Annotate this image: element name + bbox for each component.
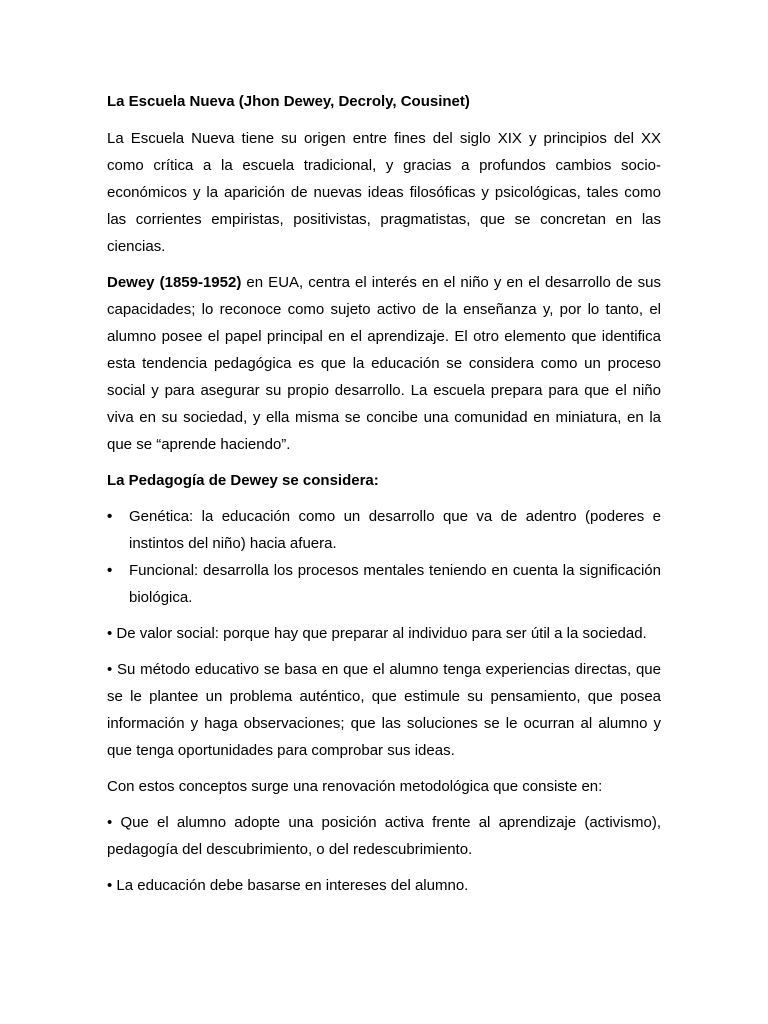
document-body: [107, 88, 661, 908]
document-title: La Escuela Nueva (Jhon Dewey, Decroly, Cousinet): [107, 93, 470, 110]
bullet-list: [107, 503, 661, 611]
paragraph-intereses: • La educación debe basarse en intereses del alumno.: [107, 877, 469, 894]
bullet-icon: •: [107, 508, 113, 525]
paragraph-renovacion: Con estos conceptos surge una renovación metodológica que consiste en:: [107, 778, 603, 795]
paragraph-valor-social: • De valor social: porque hay que preparar al individuo para ser útil a la sociedad.: [107, 625, 647, 642]
list-item-genetica: [107, 503, 661, 557]
subheading-pedagogia: La Pedagogía de Dewey se considera:: [107, 472, 379, 489]
list-item-text: Funcional: desarrolla los procesos mentales teniendo en cuenta la significación biológica.: [129, 562, 661, 606]
paragraph-origen: La Escuela Nueva tiene su origen entre fines del siglo XIX y principios del XX como crítica a la escuela tradicional, y gracias a profundos cambios socio-económicos y la aparición de nuevas ideas filosóficas y psicológicas, tales como las corrientes empiristas, positivistas, pragmatistas, que se concretan en las ciencias.: [107, 130, 661, 255]
bullet-icon: •: [107, 562, 113, 579]
paragraph-dewey: [107, 269, 661, 458]
list-item-funcional: [107, 557, 661, 611]
list-item-text: Genética: la educación como un desarrollo que va de adentro (poderes e instintos del niño) hacia afuera.: [129, 508, 661, 552]
dewey-name-bold: Dewey (1859-1952): [107, 274, 242, 291]
dewey-description: en EUA, centra el interés en el niño y en el desarrollo de sus capacidades; lo reconoce como sujeto activo de la enseñanza y, por lo tanto, el alumno posee el papel principal en el aprendizaje. El otro elemento que identifica esta tendencia pedagógica es que la educación se considera como un proceso social y para asegurar su propio desarrollo. La escuela prepara para que el niño viva en su sociedad, y ella misma se concibe una comunidad en miniatura, en la que se “aprende haciendo”.: [107, 274, 662, 453]
paragraph-activismo: • Que el alumno adopte una posición activa frente al aprendizaje (activismo), pedagogía del descubrimiento, o del redescubrimiento.: [107, 814, 661, 858]
paragraph-metodo: • Su método educativo se basa en que el alumno tenga experiencias directas, que se le plantee un problema auténtico, que estimule su pensamiento, que posea información y haga observaciones; que las soluciones se le ocurran al alumno y que tenga oportunidades para comprobar sus ideas.: [107, 661, 661, 759]
